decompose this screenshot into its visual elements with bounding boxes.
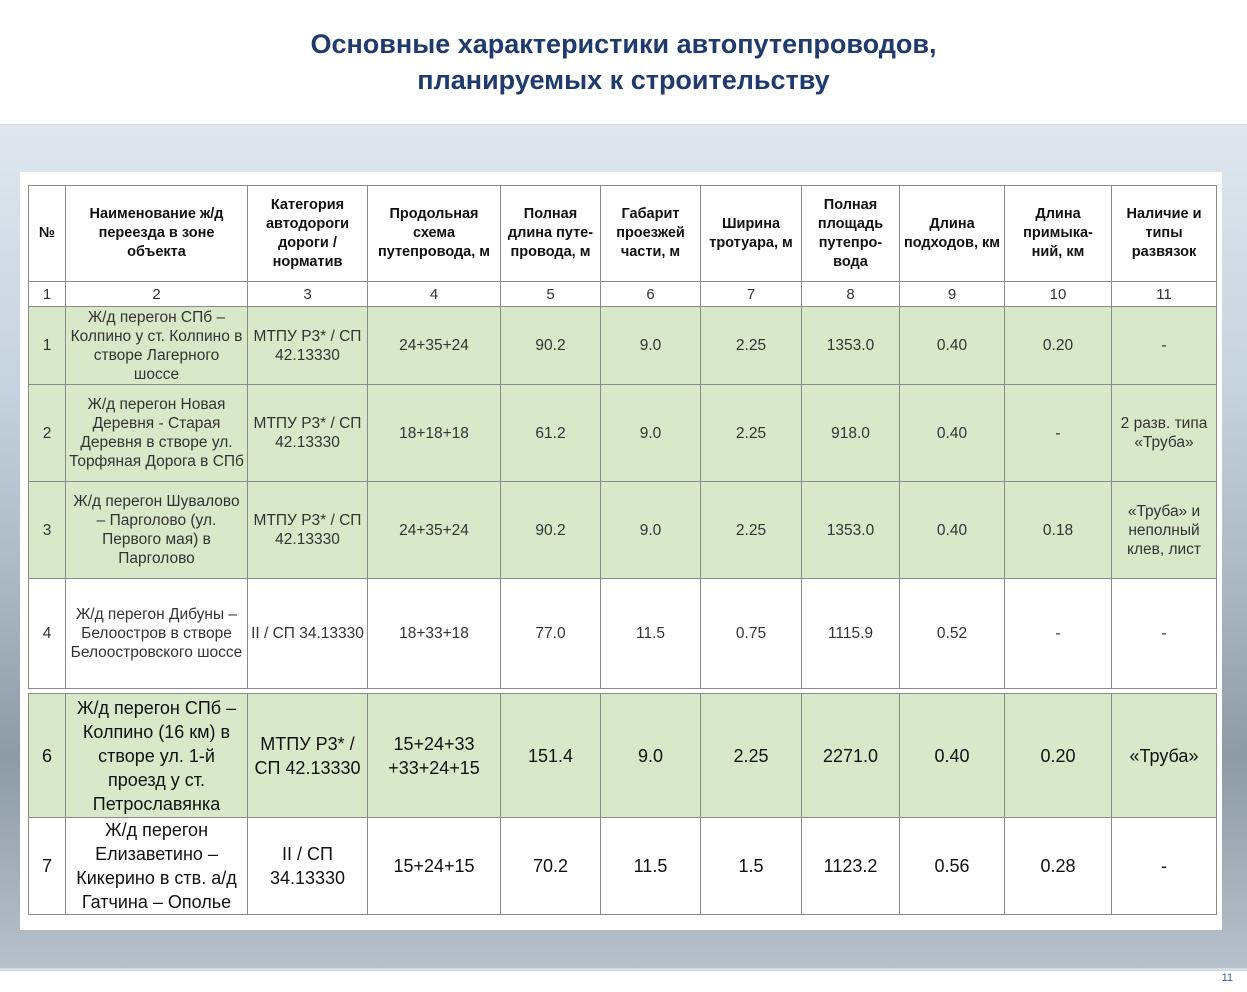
page-number: 11 bbox=[1221, 972, 1233, 984]
column-number: 6 bbox=[601, 282, 701, 307]
column-number: 7 bbox=[701, 282, 802, 307]
table-cell: 0.40 bbox=[900, 385, 1005, 482]
table-row bbox=[29, 482, 1217, 579]
table-cell: МТПУ Р3* / СП 42.13330 bbox=[248, 385, 368, 482]
table-cell: Ж/д перегон Дибуны – Белоостров в створе Белоостровского шоссе bbox=[66, 579, 248, 689]
table-cell: 2.25 bbox=[701, 307, 802, 385]
table-cell: 1.5 bbox=[701, 818, 802, 915]
table-cell: 15+24+33 +33+24+15 bbox=[368, 694, 501, 818]
table-cell: 24+35+24 bbox=[368, 482, 501, 579]
table-cell: 9.0 bbox=[601, 385, 701, 482]
footer-divider bbox=[0, 968, 1247, 971]
table-cell: «Труба» bbox=[1112, 694, 1217, 818]
table-cell: 1123.2 bbox=[802, 818, 900, 915]
header-cell: Длина подходов, км bbox=[900, 186, 1005, 282]
header-cell: Длина примыка-ний, км bbox=[1005, 186, 1112, 282]
column-number: 1 bbox=[29, 282, 66, 307]
table-cell: 9.0 bbox=[601, 694, 701, 818]
table-cell: II / СП 34.13330 bbox=[248, 818, 368, 915]
table-cell: Ж/д перегон СПб – Колпино (16 км) в створе ул. 1-й проезд у ст. Петрославянка bbox=[66, 694, 248, 818]
table-row bbox=[29, 579, 1217, 689]
table-cell: 2 bbox=[29, 385, 66, 482]
column-number: 2 bbox=[66, 282, 248, 307]
column-number: 8 bbox=[802, 282, 900, 307]
table-cell: 0.20 bbox=[1005, 307, 1112, 385]
header-cell: Продольная схема путепровода, м bbox=[368, 186, 501, 282]
table-cell: МТПУ Р3* / СП 42.13330 bbox=[248, 307, 368, 385]
table-cell: 2271.0 bbox=[802, 694, 900, 818]
table-row bbox=[29, 307, 1217, 385]
column-number: 10 bbox=[1005, 282, 1112, 307]
table-cell: 18+33+18 bbox=[368, 579, 501, 689]
header-cell: Наименование ж/д переезда в зоне объекта bbox=[66, 186, 248, 282]
table-cell: 0.20 bbox=[1005, 694, 1112, 818]
table-cell: - bbox=[1005, 579, 1112, 689]
header-cell: Наличие и типы развязок bbox=[1112, 186, 1217, 282]
table-cell: 1115.9 bbox=[802, 579, 900, 689]
table-cell: 1353.0 bbox=[802, 482, 900, 579]
table-cell: 918.0 bbox=[802, 385, 900, 482]
table-cell: 0.28 bbox=[1005, 818, 1112, 915]
table-cell: 18+18+18 bbox=[368, 385, 501, 482]
table-cell: МТПУ Р3* / СП 42.13330 bbox=[248, 482, 368, 579]
table-cell: 11.5 bbox=[601, 818, 701, 915]
header-cell: Полная длина путе-провода, м bbox=[501, 186, 601, 282]
header-cell: Категория автодороги дороги / норматив bbox=[248, 186, 368, 282]
table-cell: 0.75 bbox=[701, 579, 802, 689]
table-cell: 151.4 bbox=[501, 694, 601, 818]
header-row bbox=[29, 186, 1217, 282]
column-number: 4 bbox=[368, 282, 501, 307]
table-cell: 0.40 bbox=[900, 482, 1005, 579]
table-row bbox=[29, 818, 1217, 915]
table-cell: 11.5 bbox=[601, 579, 701, 689]
table-cell: Ж/д перегон СПб – Колпино у ст. Колпино в створе Лагерного шоссе bbox=[66, 307, 248, 385]
table-row bbox=[29, 694, 1217, 818]
table-cell: 2.25 bbox=[701, 694, 802, 818]
table-cell: 0.52 bbox=[900, 579, 1005, 689]
table-row bbox=[29, 385, 1217, 482]
table-cell: 0.18 bbox=[1005, 482, 1112, 579]
table-cell: 90.2 bbox=[501, 307, 601, 385]
header-cell: Габарит проезжей части, м bbox=[601, 186, 701, 282]
title-line-2: планируемых к строительству bbox=[417, 65, 830, 95]
table-cell: 2.25 bbox=[701, 385, 802, 482]
table-cell: 15+24+15 bbox=[368, 818, 501, 915]
overpass-table bbox=[28, 185, 1217, 915]
table-cell: - bbox=[1112, 818, 1217, 915]
table-cell: Ж/д перегон Шувалово – Парголово (ул. Первого мая) в Парголово bbox=[66, 482, 248, 579]
column-number: 5 bbox=[501, 282, 601, 307]
table-cell: 9.0 bbox=[601, 307, 701, 385]
column-number: 11 bbox=[1112, 282, 1217, 307]
table-cell: 2 разв. типа «Труба» bbox=[1112, 385, 1217, 482]
table-cell: 61.2 bbox=[501, 385, 601, 482]
table-cell: 0.40 bbox=[900, 307, 1005, 385]
table-cell: 0.40 bbox=[900, 694, 1005, 818]
table-cell: 1 bbox=[29, 307, 66, 385]
title-line-1: Основные характеристики автопутепроводов, bbox=[310, 29, 937, 59]
column-number: 9 bbox=[900, 282, 1005, 307]
table-cell: - bbox=[1112, 579, 1217, 689]
table-cell: 4 bbox=[29, 579, 66, 689]
table-cell: 24+35+24 bbox=[368, 307, 501, 385]
table-cell: 90.2 bbox=[501, 482, 601, 579]
column-number: 3 bbox=[248, 282, 368, 307]
header-cell: Полная площадь путепро-вода bbox=[802, 186, 900, 282]
table-cell: 3 bbox=[29, 482, 66, 579]
table-cell: Ж/д перегон Новая Деревня - Старая Деревня в створе ул. Торфяная Дорога в СПб bbox=[66, 385, 248, 482]
table-cell: 0.56 bbox=[900, 818, 1005, 915]
table-cell: «Труба» и неполный клев, лист bbox=[1112, 482, 1217, 579]
table-cell: 9.0 bbox=[601, 482, 701, 579]
table-cell: 1353.0 bbox=[802, 307, 900, 385]
table-cell: 70.2 bbox=[501, 818, 601, 915]
table-cell: МТПУ Р3* / СП 42.13330 bbox=[248, 694, 368, 818]
table-cell: 6 bbox=[29, 694, 66, 818]
column-number-row bbox=[29, 282, 1217, 307]
table-cell: 2.25 bbox=[701, 482, 802, 579]
table-cell: Ж/д перегон Елизаветино – Кикерино в ств. а/д Гатчина – Ополье bbox=[66, 818, 248, 915]
table-cell: - bbox=[1005, 385, 1112, 482]
table-cell: II / СП 34.13330 bbox=[248, 579, 368, 689]
header-cell: № bbox=[29, 186, 66, 282]
table-cell: 7 bbox=[29, 818, 66, 915]
table-cell: 77.0 bbox=[501, 579, 601, 689]
table-cell: - bbox=[1112, 307, 1217, 385]
page-title bbox=[0, 26, 1247, 98]
header-cell: Ширина тротуара, м bbox=[701, 186, 802, 282]
